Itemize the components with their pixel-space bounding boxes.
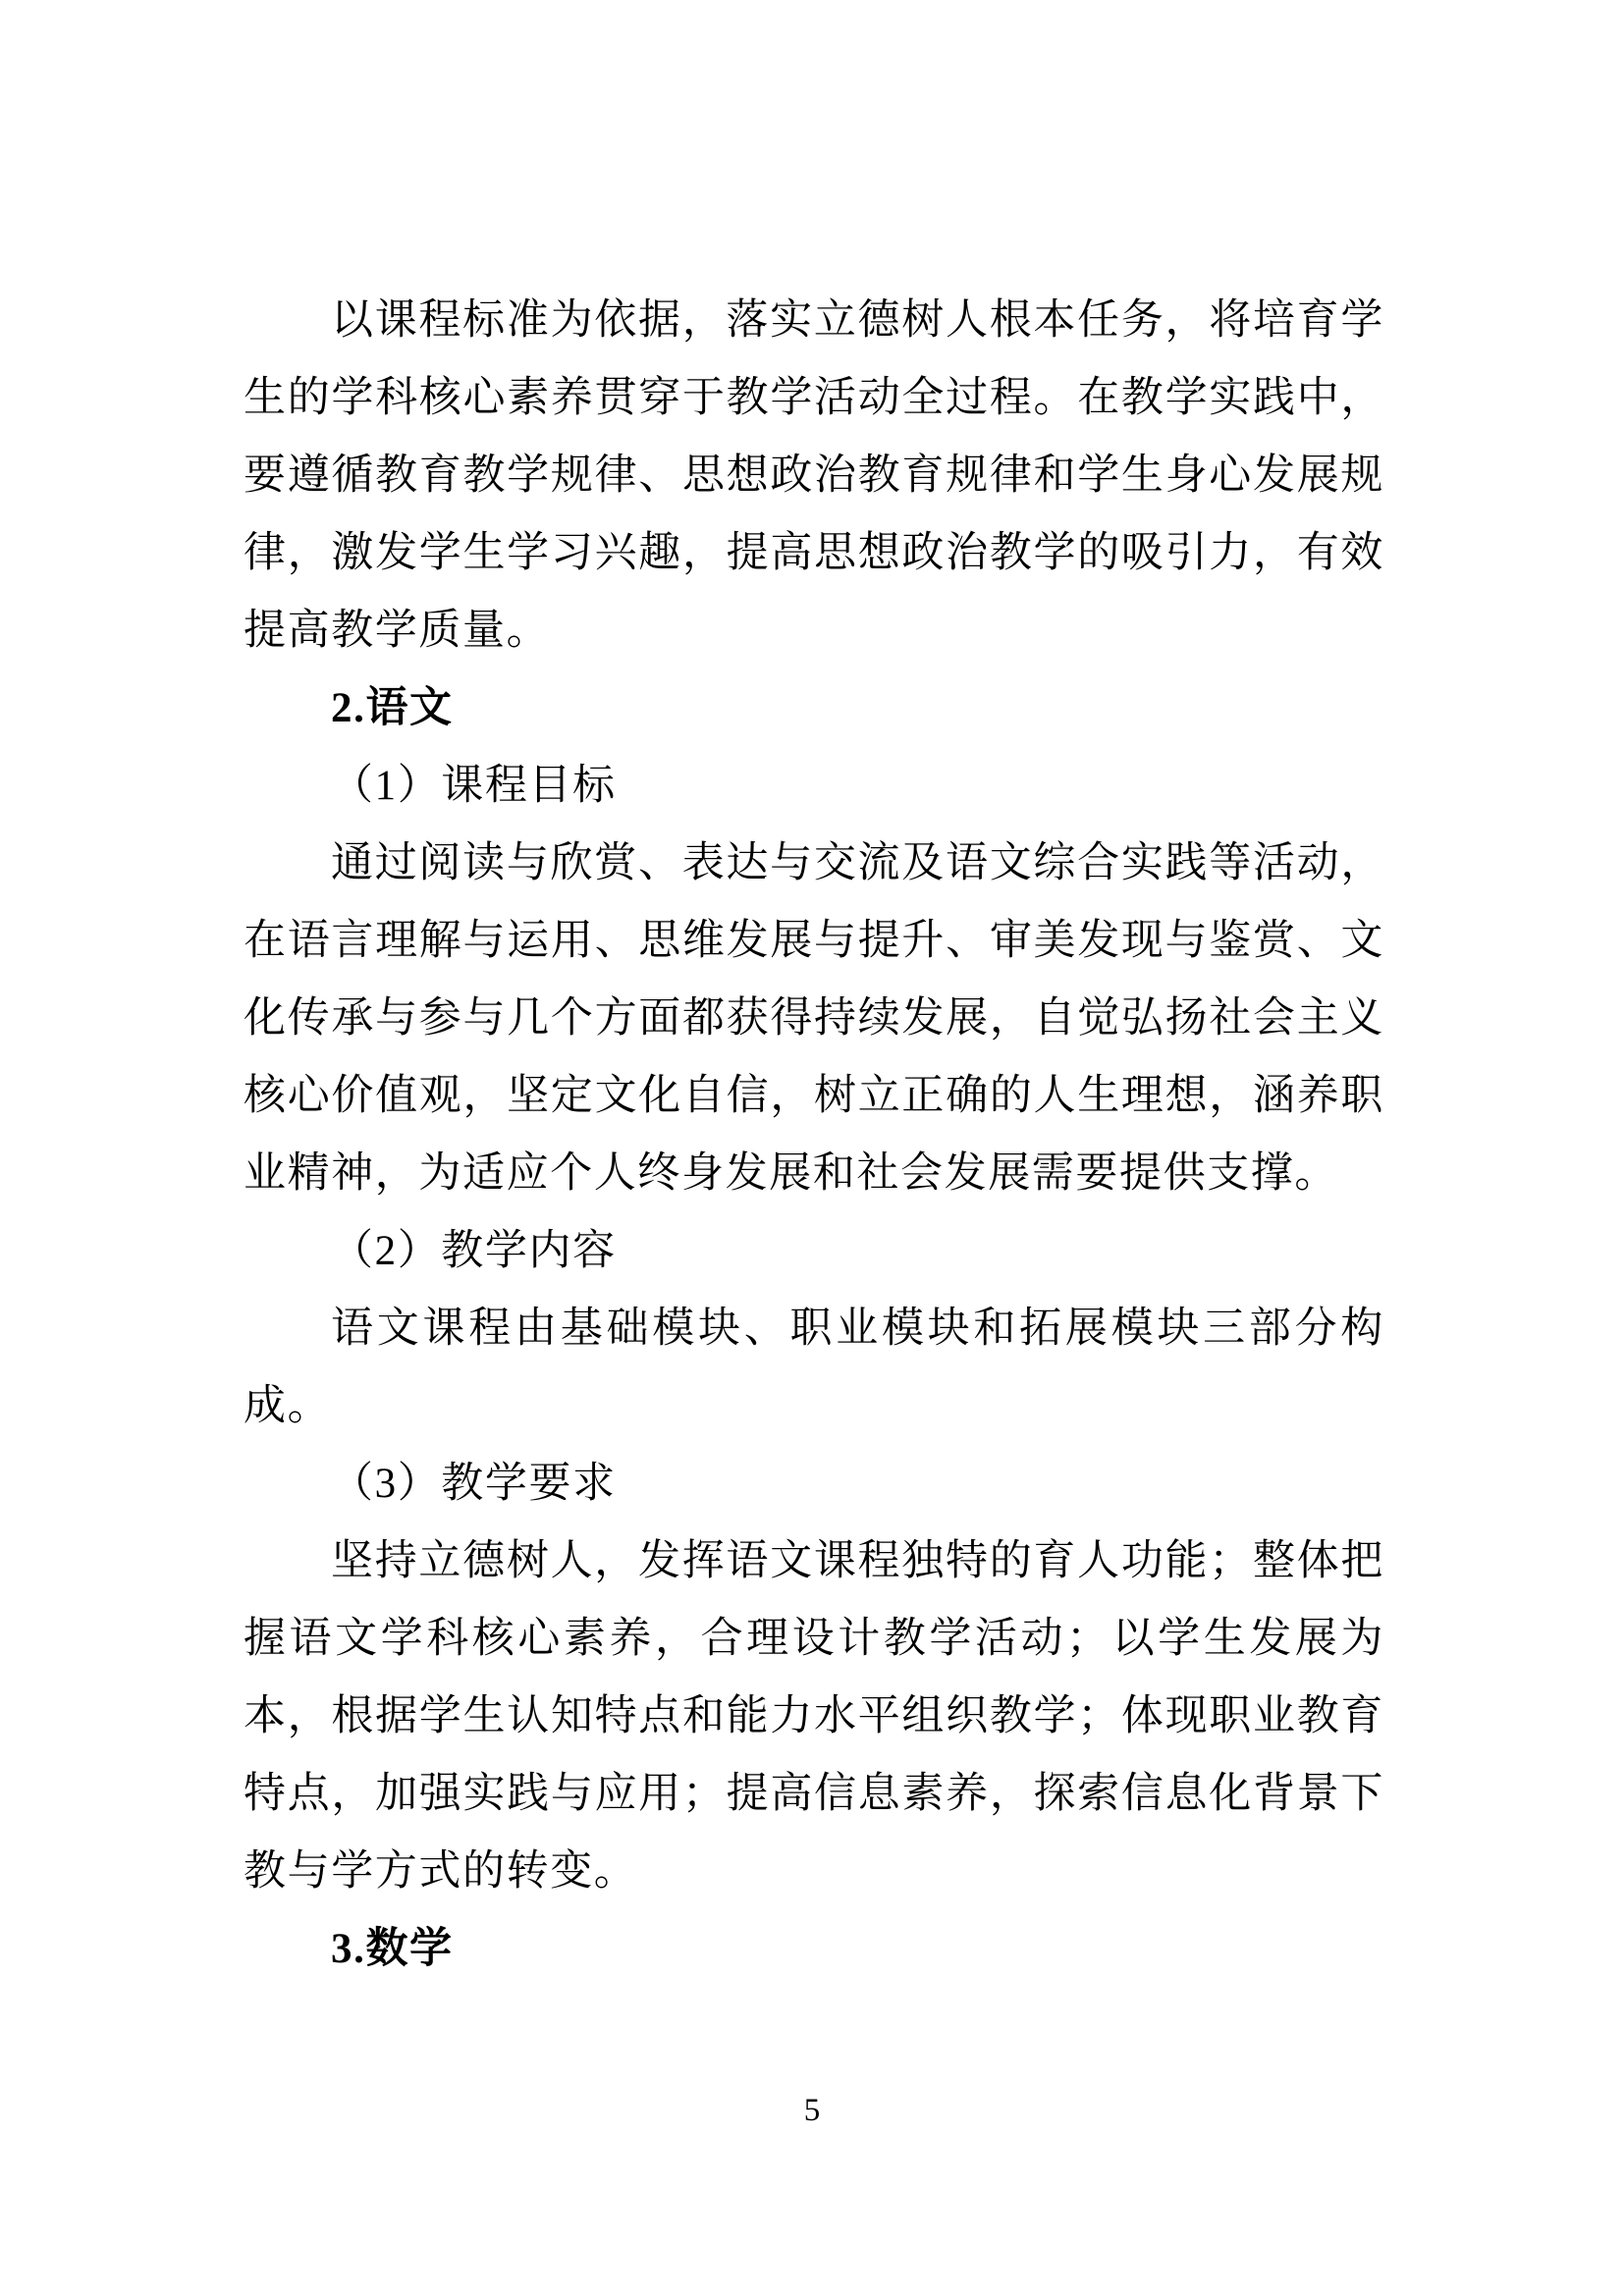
document-body: [244, 282, 1384, 1988]
section-heading-chinese: 2.语文: [331, 685, 454, 731]
paragraph-course-objectives: 通过阅读与欣赏、表达与交流及语文综合实践等活动，在语言理解与运用、思维发展与提升、审美发现与鉴赏、文化传承与参与几个方面都获得持续发展，自觉弘扬社会主义核心价值观，坚定文化自信，树立正确的人生理想，涵养职业精神，为适应个人终身发展和社会发展需要提供支撑。: [244, 840, 1384, 1197]
paragraph-teaching-requirements: 坚持立德树人，发挥语文课程独特的育人功能；整体把握语文学科核心素养，合理设计教学活动；以学生发展为本，根据学生认知特点和能力水平组织教学；体现职业教育特点，加强实践与应用；提高信息素养，探索信息化背景下教与学方式的转变。: [244, 1538, 1384, 1895]
subheading-course-objectives: （1）课程目标: [331, 763, 617, 809]
section-heading-math: 3.数学: [331, 1926, 454, 1972]
subheading-teaching-content: （2）教学内容: [331, 1228, 617, 1274]
subheading-teaching-requirements: （3）教学要求: [331, 1461, 617, 1507]
intro-paragraph: 以课程标准为依据，落实立德树人根本任务，将培育学生的学科核心素养贯穿于教学活动全过程。在教学实践中，要遵循教育教学规律、思想政治教育规律和学生身心发展规律，激发学生学习兴趣，提高思想政治教学的吸引力，有效提高教学质量。: [244, 297, 1384, 654]
paragraph-teaching-content: 语文课程由基础模块、职业模块和拓展模块三部分构成。: [244, 1306, 1384, 1429]
page-number: 5: [803, 2093, 821, 2128]
